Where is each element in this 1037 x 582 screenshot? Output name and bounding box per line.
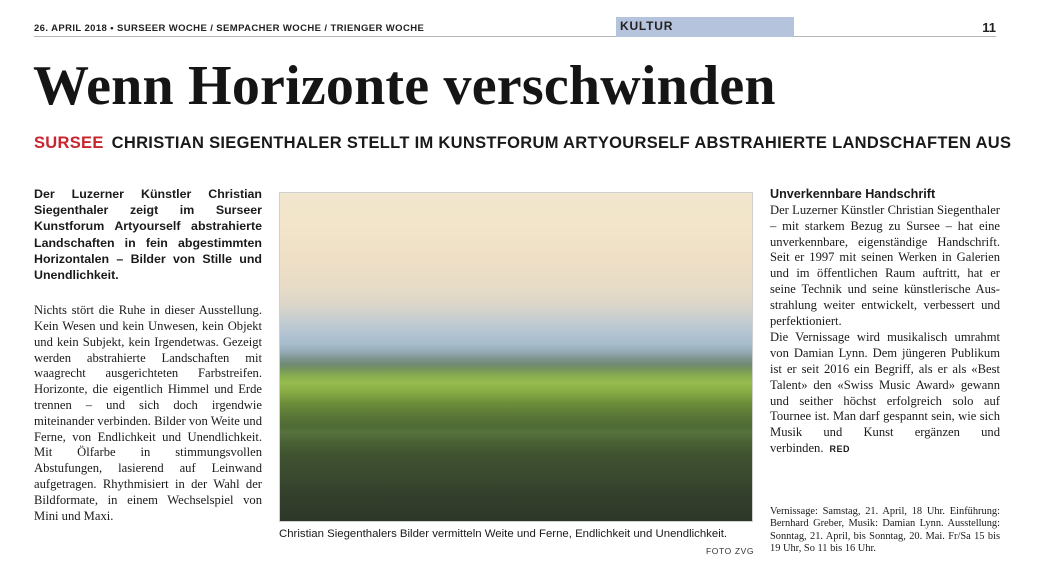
article-subline [34,134,1011,153]
article-lead: Der Luzerner Künstler Christian Siegenthaler zeigt im Surseer Kunstforum Artyourself abstrahierte Landschaften in fein abgestimmten Horizontalen – Bilder von Stille und Unendlichkeit. [34,187,262,283]
section-subhead: Unverkennbare Handschrift [770,187,936,201]
event-info: Vernissage: Samstag, 21. April, 18 Uhr. Einführung: Bernhard Greber, Musik: Damian Lynn. Ausstellung: Sonntag, 21. April, bis Sonntag, 20. Mai. Fr/Sa 15 bis 19 Uhr, So 11 bis 16 Uhr. [770,506,1000,555]
body-paragraph-right-1: Der Luzerner Künstler Christian Siegenthaler – mit starkem Bezug zu Sursee – hat eine unverkennbare, eigenständige Handschrift. Seit er 1997 mit seinen Werken in Galerien und im öffentlichen Raum auftritt, hat er seine Technik und seine künstlerische Ausstrahlung weiter entwickelt, verbessert und perfektioniert. [770,203,1000,328]
location-kicker: SURSEE [34,134,104,152]
image-caption: Christian Siegenthalers Bilder vermitteln Weite und Ferne, Endlichkeit und Unendlichkeit. [279,528,728,540]
body-paragraph-right-2 [770,330,1000,457]
body-paragraph-left: Nichts stört die Ruhe in dieser Ausstellung. Kein Wesen und kein Unwesen, kein Objekt und kein Subjekt, kein Irgendetwas. Gezeigt werden abstrahierte Landschaften mit waagrecht ausgerichteten Farbstreifen. Horizonte, die eigentlich Himmel und Erde trennen – und sich doch irgendwie miteinander verbinden. Bilder von Weite und Ferne, von Endlichkeit und Unendlichkeit. Mit Ölfarbe in stimmungsvollen Abstufungen, lasierend auf Leinwand aufgetragen. Rhythmisiert in der Wahl der Bildformate, in einem Wechselspiel von Mini und Maxi. [34,303,262,523]
article-headline: Wenn Horizonte verschwinden [33,55,776,117]
section-label: KULTUR [616,17,794,37]
page-number: 11 [982,20,996,35]
page-header [34,17,996,37]
artwork-photo [279,192,753,522]
image-credit: FOTO ZVG [706,546,755,556]
right-column [770,186,1000,458]
author-initials: RED [829,443,851,454]
article-subtitle: CHRISTIAN SIEGENTHALER STELLT IM KUNSTFORUM ARTYOURSELF ABSTRAHIERTE LANDSCHAFTEN AUS [111,134,1012,152]
body-paragraph-right-2-text: Die Vernissage wird musikalisch umrahmt von Damian Lynn. Dem jüngeren Publikum ist er seit 2016 ein Begriff, als er als «Best Talent» den «Swiss Music Award» gewann und seither höchst erfolgreich solo auf Tournee ist. Man darf gespannt sein, wie sich Musik und Kunst ergänzen und verbinden. [770,330,1000,455]
dateline: 26. APRIL 2018 • SURSEER WOCHE / SEMPACHER WOCHE / TRIENGER WOCHE [34,23,425,34]
left-column [34,186,262,524]
